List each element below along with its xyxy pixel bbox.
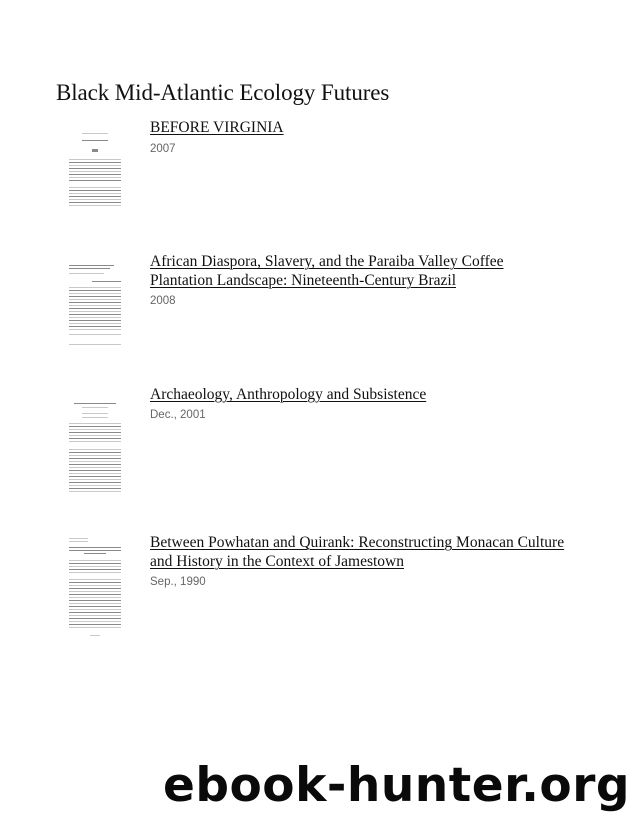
book-cover-thumbnail[interactable] xyxy=(66,399,124,499)
entry-title-link[interactable] xyxy=(150,533,564,571)
entry-date: Sep., 1990 xyxy=(150,576,206,588)
entry-title-line1: African Diaspora, Slavery, and the Paraiba Valley Coffee xyxy=(150,253,504,270)
entry-title-line1: BEFORE VIRGINIA xyxy=(150,119,284,136)
entry-date: 2007 xyxy=(150,143,176,155)
entry-title-link[interactable] xyxy=(150,385,426,404)
entry-title-link[interactable] xyxy=(150,252,504,290)
entry-title-line1: Archaeology, Anthropology and Subsistence xyxy=(150,386,427,403)
entry-title-line2: Plantation Landscape: Nineteenth-Century Brazil xyxy=(150,272,457,289)
entry-date: Dec., 2001 xyxy=(150,409,206,421)
entry-title-line1: Between Powhatan and Quirank: Reconstructing Monacan Culture xyxy=(150,534,565,551)
watermark-text: ebook-hunter.org xyxy=(163,758,631,813)
page-title: Black Mid-Atlantic Ecology Futures xyxy=(56,80,390,105)
entry-title-line2: and History in the Context of Jamestown xyxy=(150,553,404,570)
book-cover-thumbnail[interactable] xyxy=(66,262,124,348)
entry-date: 2008 xyxy=(150,295,176,307)
book-cover-thumbnail[interactable] xyxy=(66,128,124,212)
book-cover-thumbnail[interactable] xyxy=(66,536,124,640)
entry-title-link[interactable] xyxy=(150,118,284,137)
